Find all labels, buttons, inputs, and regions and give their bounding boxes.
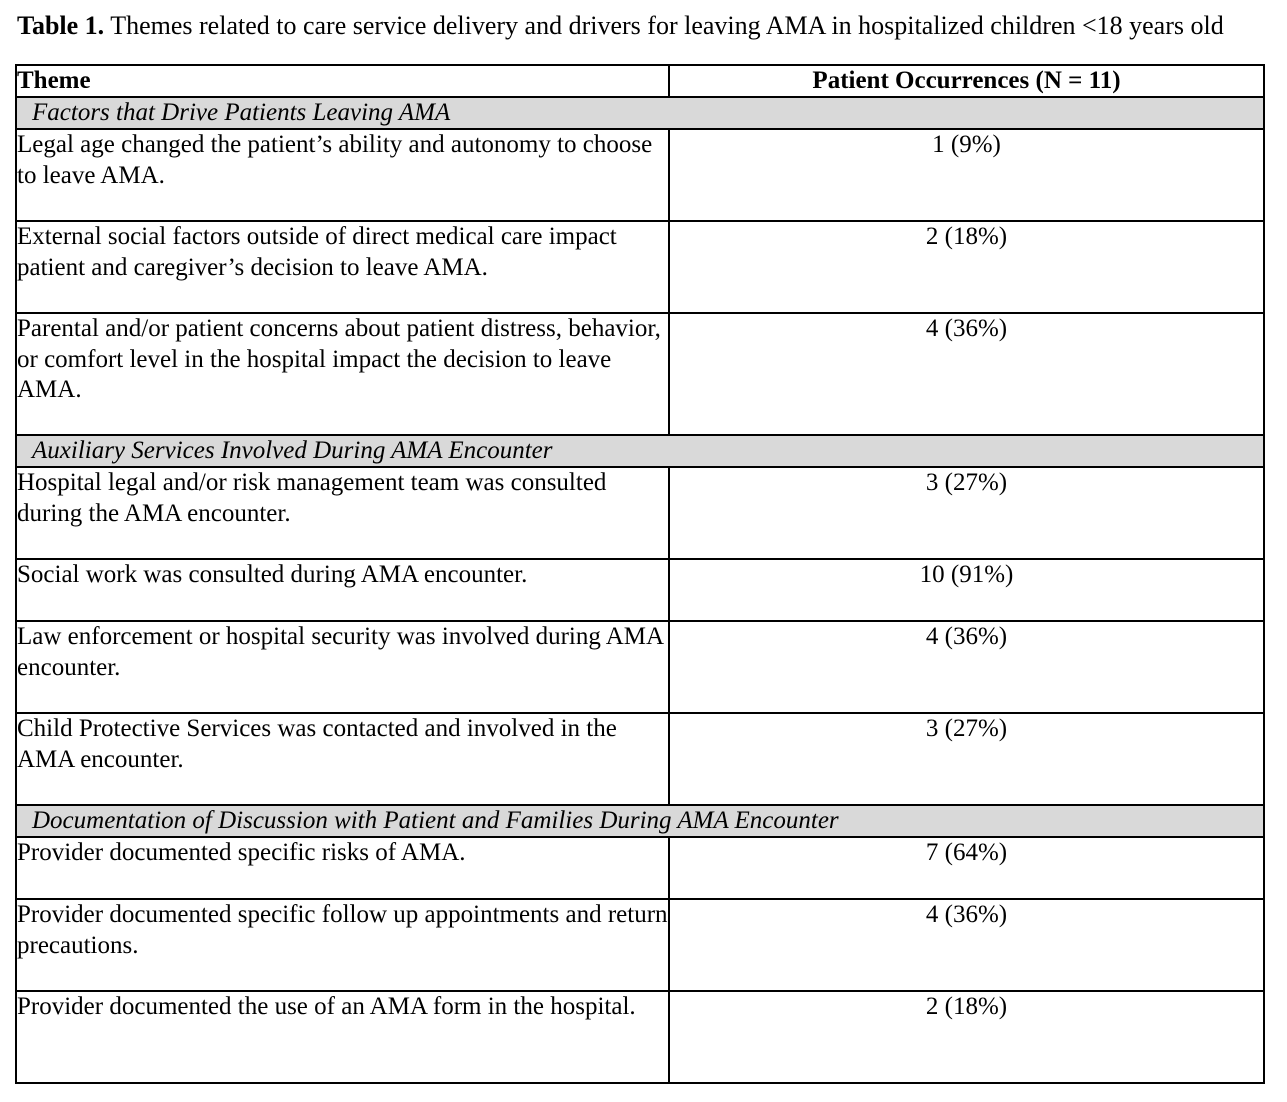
section-row-auxiliary [16, 435, 1264, 467]
section-row-factors [16, 97, 1264, 129]
occurrences-cell: 2 (18%) [669, 221, 1264, 313]
occurrences-cell: 4 (36%) [669, 313, 1264, 435]
table-header-row [16, 65, 1264, 97]
occurrences-column-header: Patient Occurrences (N = 11) [669, 65, 1264, 97]
table-row [16, 899, 1264, 991]
theme-cell: Child Protective Services was contacted and involved in the AMA encounter. [16, 713, 669, 805]
table-row [16, 991, 1264, 1083]
table-caption [17, 10, 1267, 42]
table-row [16, 129, 1264, 221]
theme-cell: Law enforcement or hospital security was involved during AMA encounter. [16, 621, 669, 713]
occurrences-cell: 2 (18%) [669, 991, 1264, 1083]
table-caption-label: Table 1. [17, 11, 105, 40]
section-title: Factors that Drive Patients Leaving AMA [16, 97, 1264, 129]
occurrences-cell: 4 (36%) [669, 899, 1264, 991]
table-row [16, 313, 1264, 435]
themes-table [15, 64, 1265, 1084]
occurrences-cell: 10 (91%) [669, 559, 1264, 621]
theme-cell: External social factors outside of direct medical care impact patient and caregiver’s decision to leave AMA. [16, 221, 669, 313]
table-row [16, 621, 1264, 713]
theme-cell: Legal age changed the patient’s ability and autonomy to choose to leave AMA. [16, 129, 669, 221]
occurrences-cell: 4 (36%) [669, 621, 1264, 713]
theme-cell: Parental and/or patient concerns about patient distress, behavior, or comfort level in the hospital impact the decision to leave AMA. [16, 313, 669, 435]
occurrences-cell: 1 (9%) [669, 129, 1264, 221]
theme-cell: Hospital legal and/or risk management team was consulted during the AMA encounter. [16, 467, 669, 559]
table-caption-text: Themes related to care service delivery and drivers for leaving AMA in hospitalized children <18 years old [104, 11, 1224, 40]
occurrences-cell: 3 (27%) [669, 713, 1264, 805]
theme-cell: Provider documented specific follow up appointments and return precautions. [16, 899, 669, 991]
theme-cell: Social work was consulted during AMA encounter. [16, 559, 669, 621]
table-row [16, 713, 1264, 805]
occurrences-cell: 7 (64%) [669, 837, 1264, 899]
section-title: Documentation of Discussion with Patient and Families During AMA Encounter [16, 805, 1264, 837]
table-row [16, 221, 1264, 313]
section-row-documentation [16, 805, 1264, 837]
occurrences-cell: 3 (27%) [669, 467, 1264, 559]
theme-cell: Provider documented the use of an AMA form in the hospital. [16, 991, 669, 1083]
table-row [16, 467, 1264, 559]
table-row [16, 559, 1264, 621]
theme-cell: Provider documented specific risks of AMA. [16, 837, 669, 899]
table-row [16, 837, 1264, 899]
theme-column-header: Theme [16, 65, 669, 97]
section-title: Auxiliary Services Involved During AMA Encounter [16, 435, 1264, 467]
